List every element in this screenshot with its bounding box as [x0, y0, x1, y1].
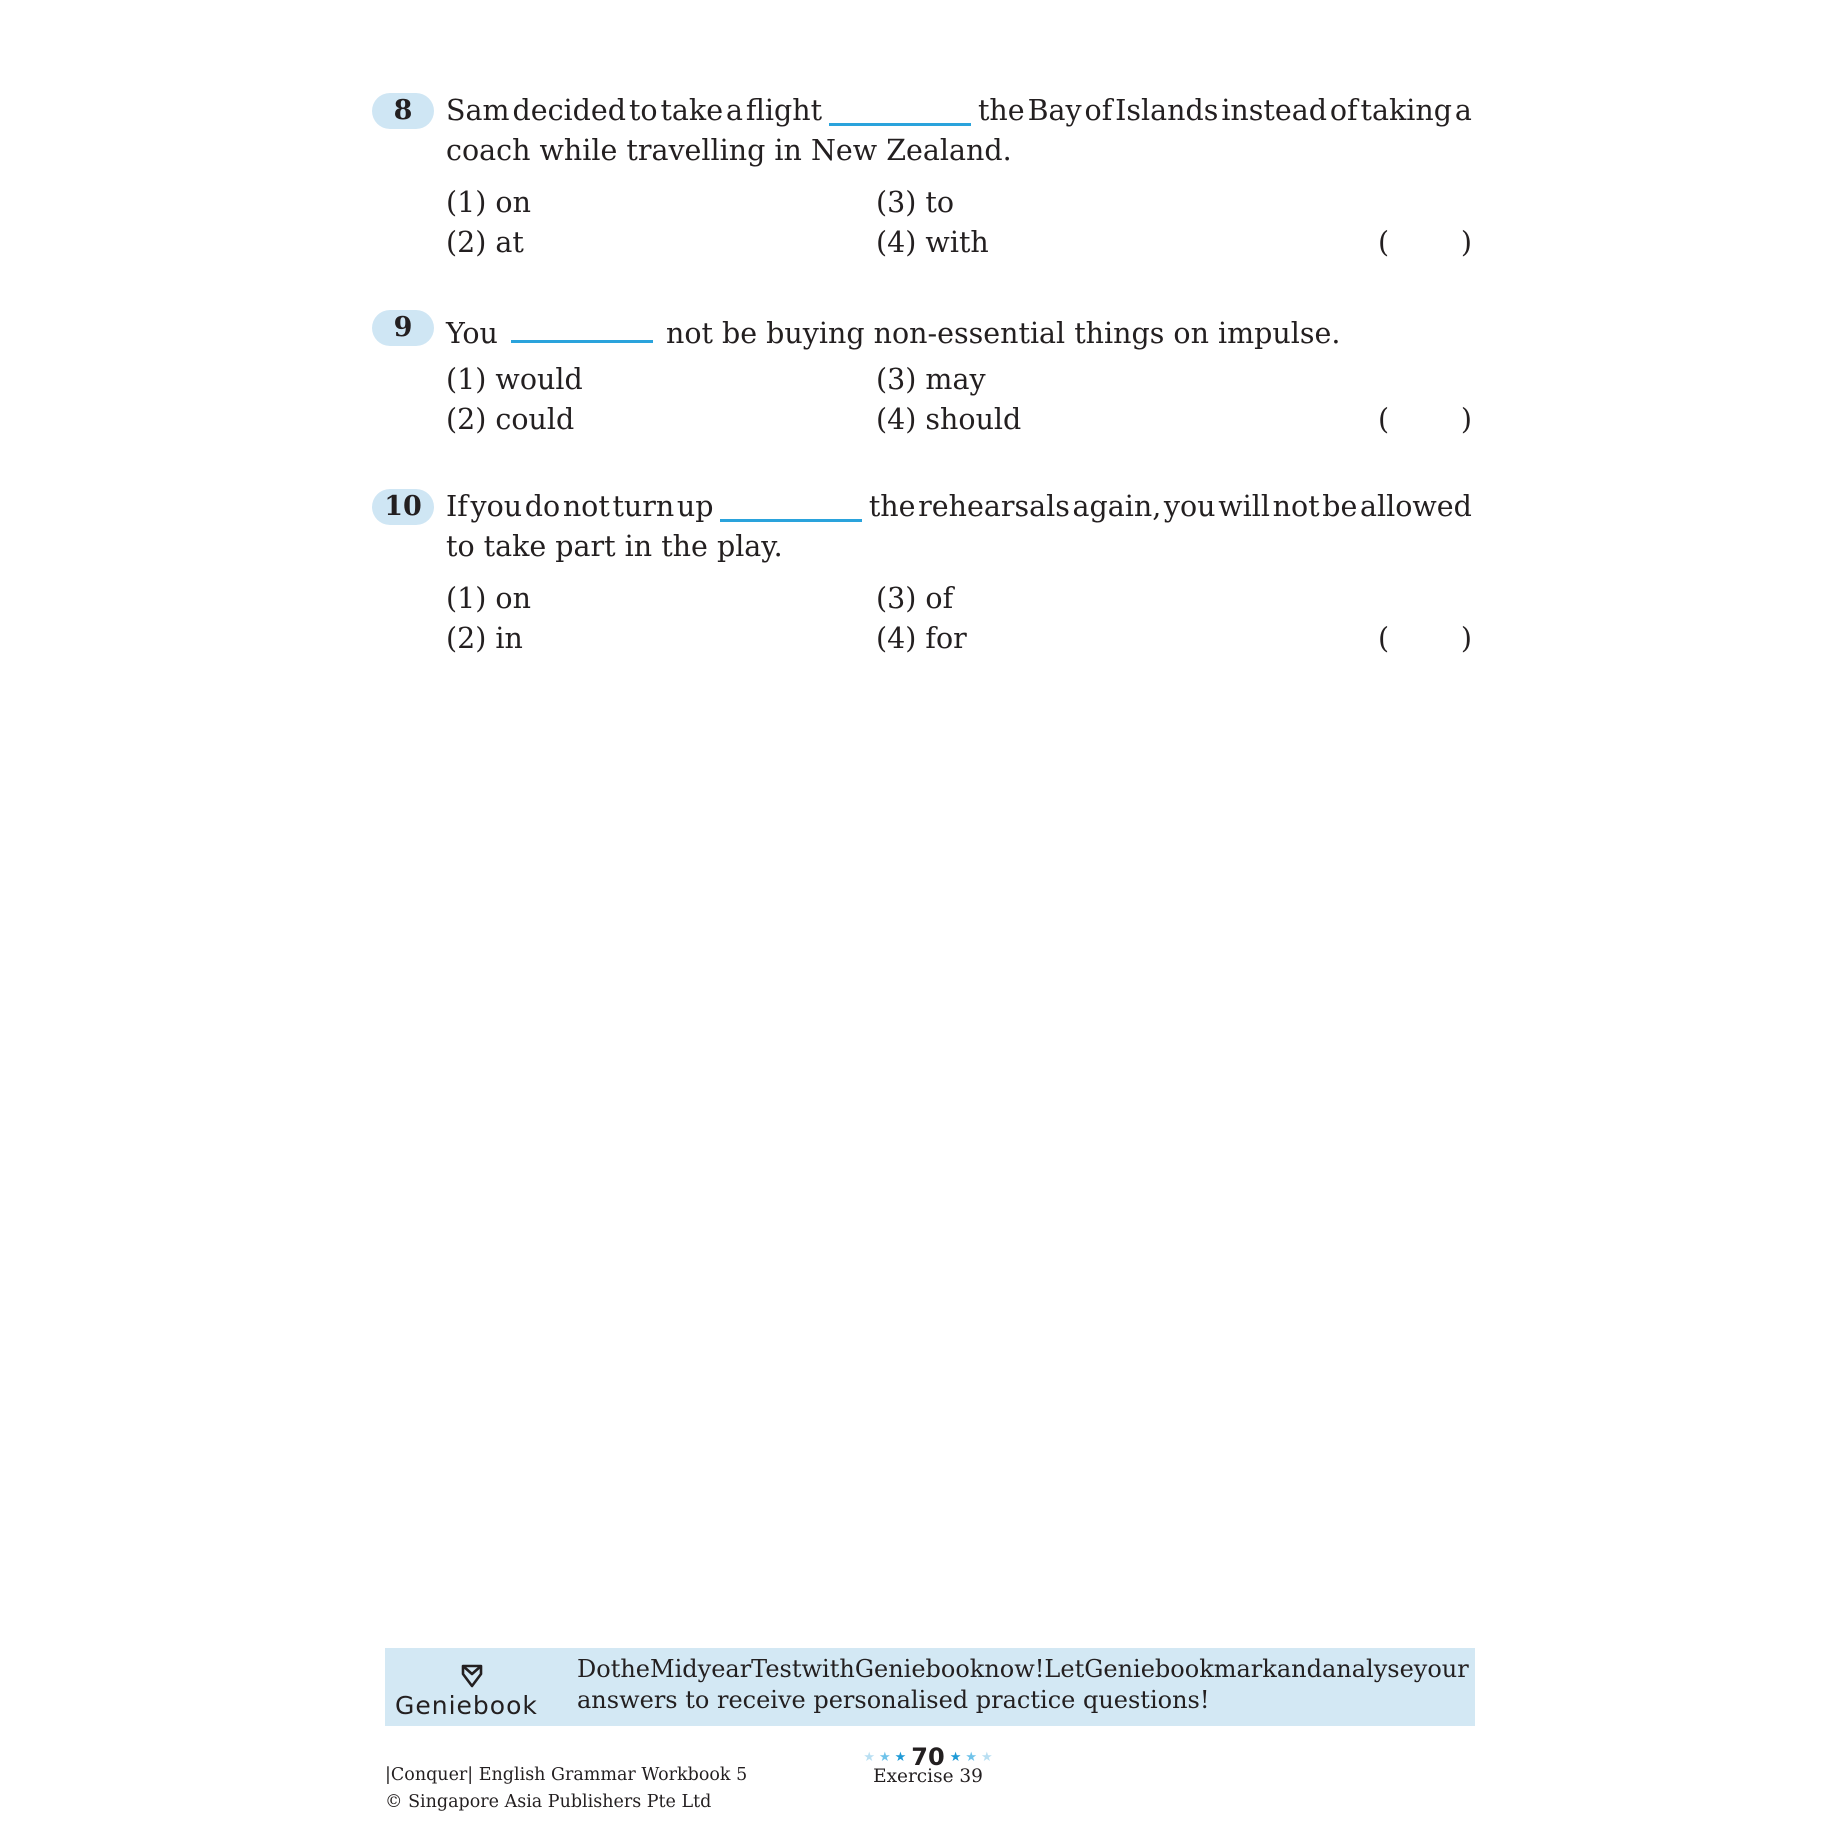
option-2: (2) could	[446, 403, 575, 436]
bracket-open: (	[1378, 226, 1390, 259]
word: decided	[512, 94, 627, 127]
copyright: © Singapore Asia Publishers Pte Ltd	[385, 1792, 712, 1812]
word: Bay	[1027, 94, 1082, 127]
word: taking	[1360, 94, 1452, 127]
word: the	[868, 490, 916, 523]
word: now!	[984, 1655, 1045, 1683]
question-text-line-1	[446, 308, 1340, 348]
word: and	[1276, 1655, 1322, 1683]
banner-line-1	[577, 1654, 1467, 1685]
word: Test	[751, 1655, 802, 1683]
book-title: |Conquer| English Grammar Workbook 5	[385, 1765, 748, 1785]
page-number: 70	[911, 1743, 945, 1771]
word: instead	[1221, 94, 1327, 127]
question-number-badge: 10	[372, 489, 434, 525]
word: Sam	[446, 94, 510, 127]
word: flight	[745, 94, 823, 127]
word: Let	[1044, 1655, 1085, 1683]
word: with	[801, 1655, 855, 1683]
right-stars	[950, 1751, 993, 1764]
exercise-label: Exercise 39	[873, 1766, 983, 1787]
question-text-line-2: to take part in the play.	[446, 530, 783, 563]
word: a	[726, 94, 743, 127]
word: Do	[577, 1655, 611, 1683]
word: to	[628, 94, 658, 127]
option-4: (4) should	[876, 403, 1022, 436]
footer-book-info	[385, 1762, 747, 1816]
option-2: (2) in	[446, 622, 523, 655]
star-icon: ★	[965, 1749, 978, 1765]
word: your	[1413, 1655, 1469, 1683]
answer-blank[interactable]	[720, 487, 862, 522]
word: not	[1272, 490, 1320, 523]
word: Geniebook	[1084, 1655, 1214, 1683]
answer-blank[interactable]	[829, 91, 971, 126]
word: of	[1084, 94, 1113, 127]
word: mark	[1213, 1655, 1277, 1683]
option-3: (3) may	[876, 363, 986, 396]
option-3: (3) of	[876, 582, 954, 615]
bracket-close: )	[1460, 226, 1472, 259]
word: allowed	[1360, 490, 1472, 523]
option-4: (4) for	[876, 622, 967, 655]
word: do	[524, 490, 561, 523]
question-number-badge: 9	[372, 310, 434, 346]
answer-blank[interactable]	[511, 308, 653, 343]
option-1: (1) on	[446, 186, 531, 219]
word: will	[1218, 490, 1270, 523]
bracket-close: )	[1460, 622, 1472, 655]
star-icon: ★	[863, 1749, 875, 1765]
question-number-badge: 8	[372, 93, 434, 129]
geniebook-banner[interactable]	[385, 1648, 1475, 1726]
answer-bracket[interactable]	[1378, 223, 1472, 263]
option-4: (4) with	[876, 226, 989, 259]
word: again,	[1072, 490, 1162, 523]
star-icon: ★	[894, 1749, 907, 1765]
banner-message	[577, 1654, 1467, 1716]
text-after-blank: not be buying non-essential things on impulse.	[665, 317, 1341, 350]
word: not	[562, 490, 610, 523]
word: the	[610, 1655, 651, 1683]
word: you	[470, 490, 523, 523]
word: Geniebook	[854, 1655, 985, 1683]
question-text-line-1	[446, 487, 1472, 527]
bracket-open: (	[1378, 403, 1390, 436]
question-text-line-1	[446, 91, 1472, 131]
geniebook-logo-icon	[457, 1660, 487, 1690]
word: turn	[612, 490, 675, 523]
star-icon: ★	[878, 1749, 891, 1765]
word: rehearsals	[918, 490, 1070, 523]
word: Islands	[1115, 94, 1219, 127]
star-icon: ★	[949, 1749, 962, 1765]
option-1: (1) on	[446, 582, 531, 615]
word: Midyear	[650, 1655, 752, 1683]
text-before-blank: You	[446, 317, 498, 350]
question-text-line-2: coach while travelling in New Zealand.	[446, 134, 1012, 167]
word: of	[1329, 94, 1358, 127]
word: the	[977, 94, 1025, 127]
word: take	[660, 94, 724, 127]
left-stars	[863, 1751, 906, 1764]
word: be	[1322, 490, 1358, 523]
answer-bracket[interactable]	[1378, 619, 1472, 659]
star-icon: ★	[981, 1749, 993, 1765]
word: up	[676, 490, 714, 523]
word: analyse	[1321, 1655, 1414, 1683]
word: a	[1454, 94, 1472, 127]
word: you	[1163, 490, 1216, 523]
geniebook-logo-text: Geniebook	[395, 1691, 538, 1720]
answer-bracket[interactable]	[1378, 400, 1472, 440]
bracket-open: (	[1378, 622, 1390, 655]
option-1: (1) would	[446, 363, 583, 396]
word: If	[446, 490, 468, 523]
option-3: (3) to	[876, 186, 955, 219]
option-2: (2) at	[446, 226, 524, 259]
bracket-close: )	[1460, 403, 1472, 436]
banner-line-2: answers to receive personalised practice questions!	[577, 1686, 1210, 1714]
